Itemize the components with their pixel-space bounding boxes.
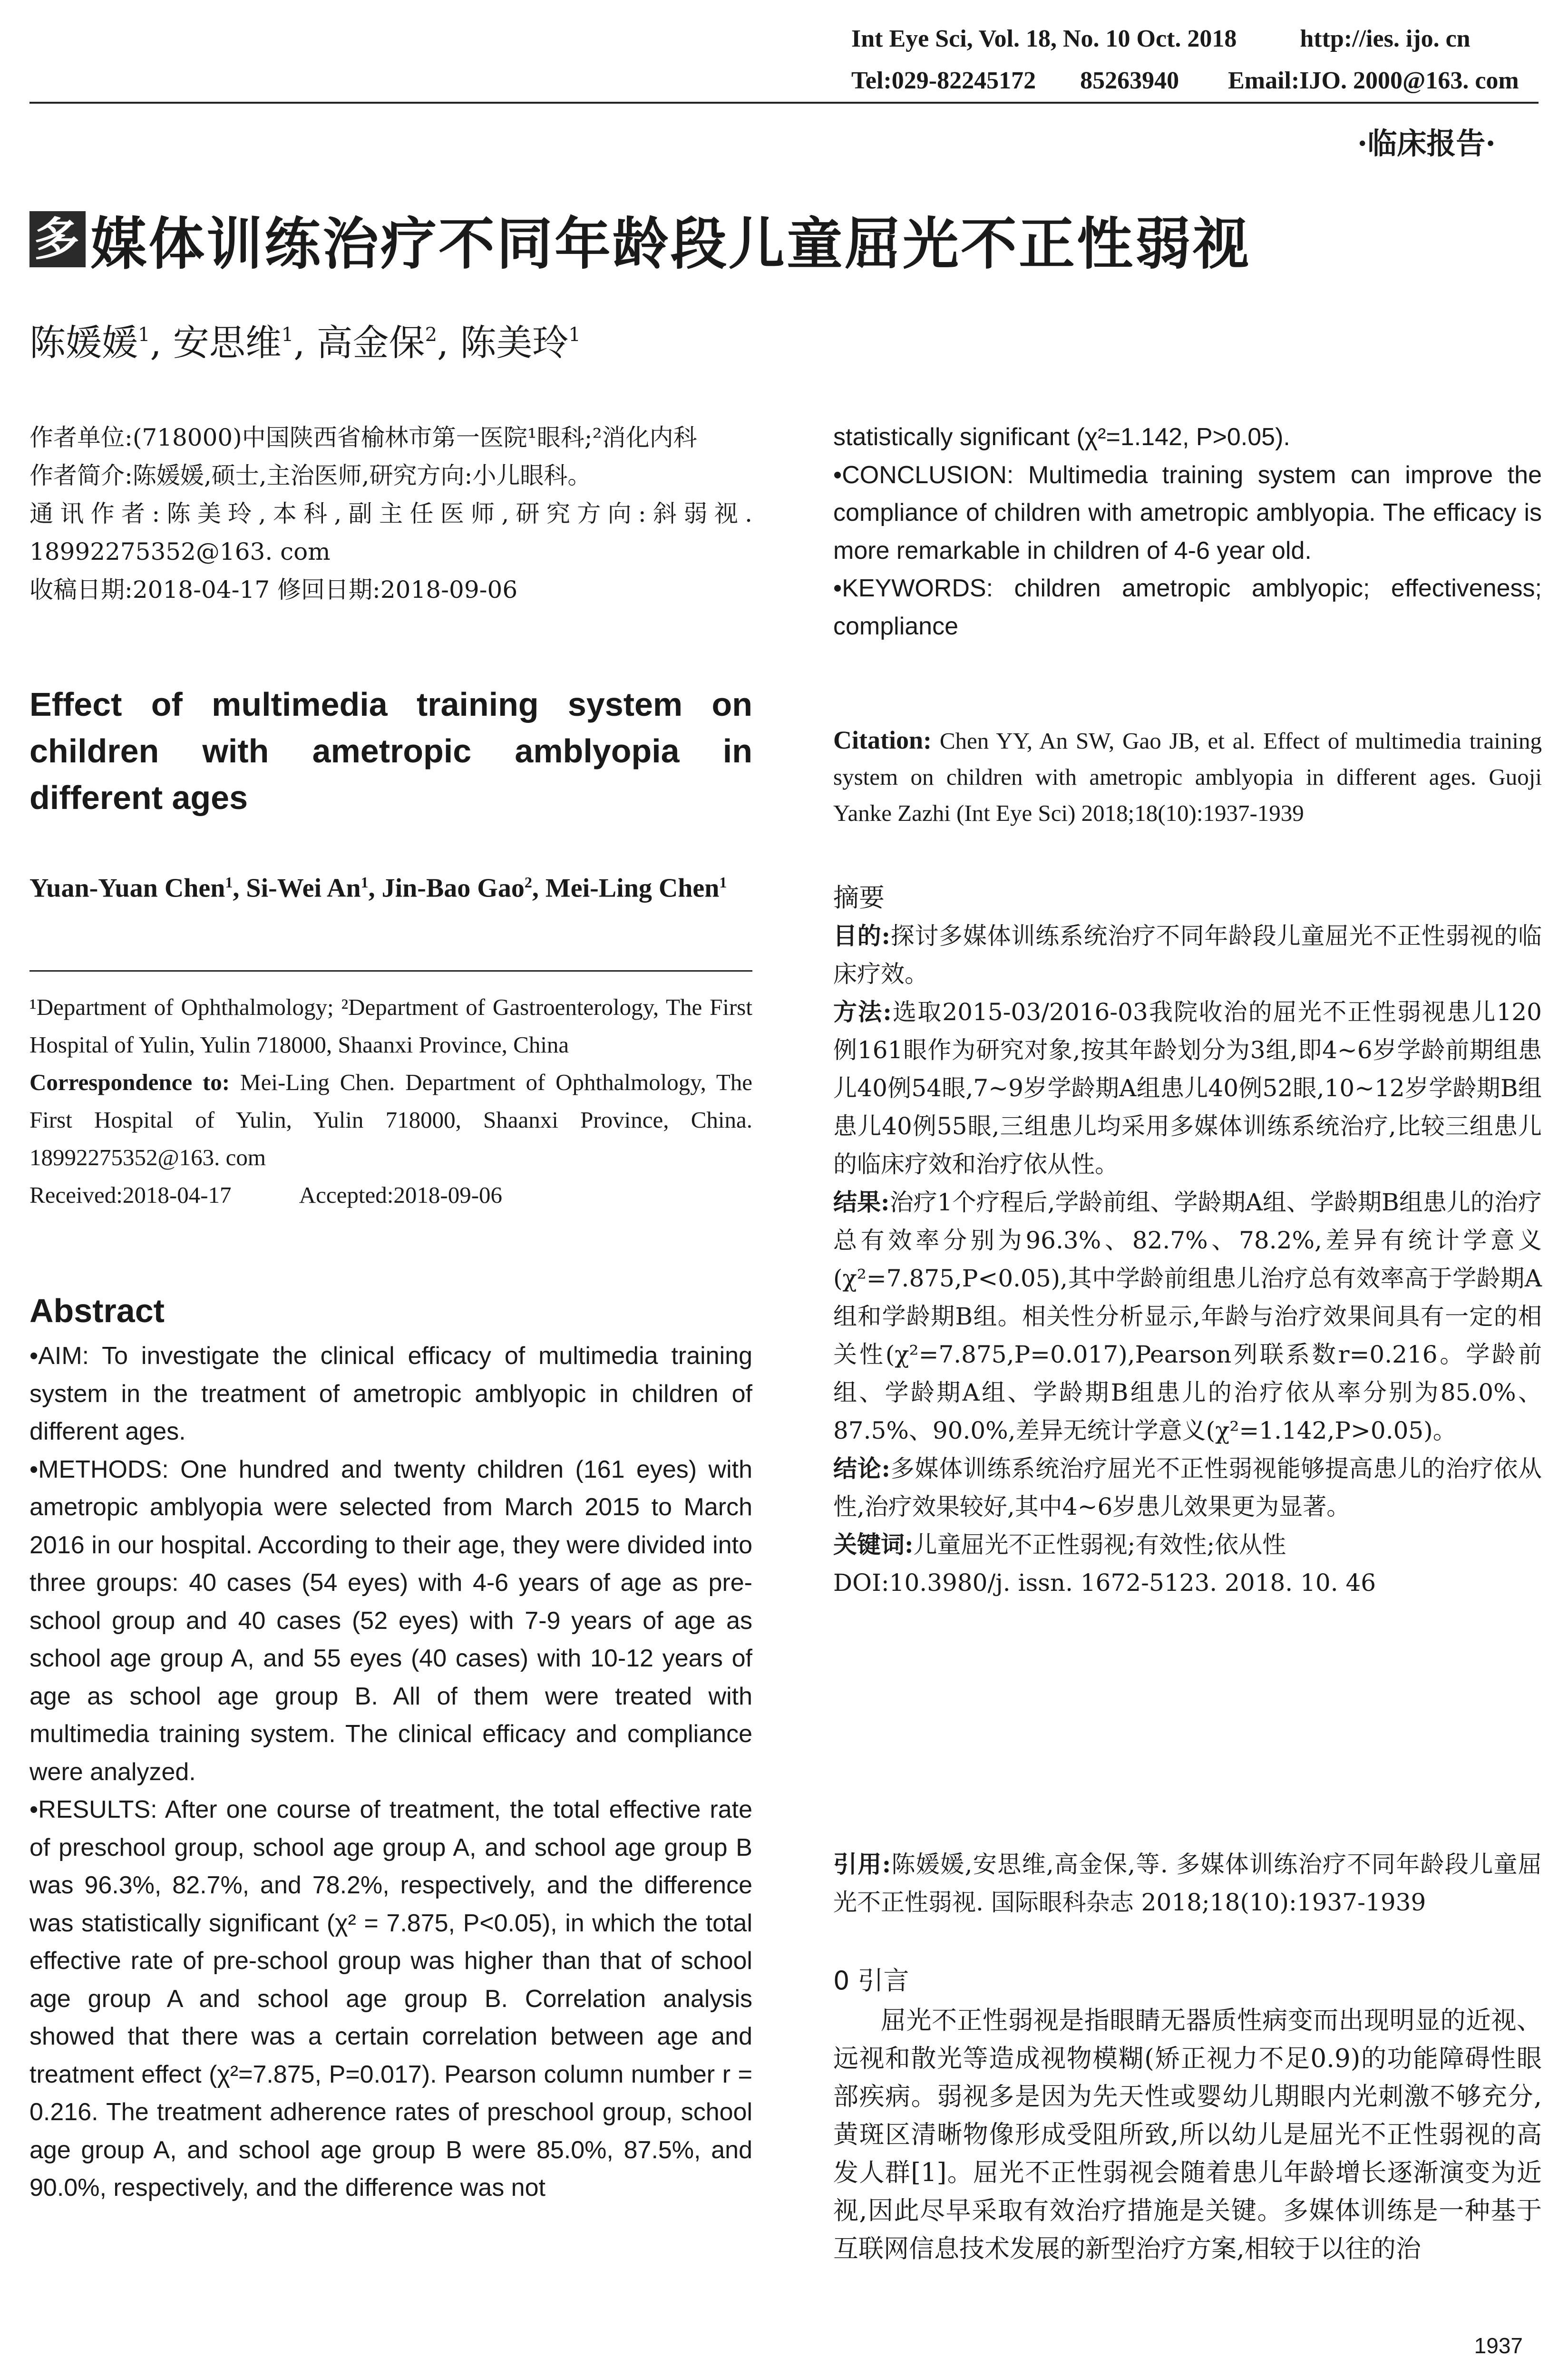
journal-tel: Tel:029-82245172 bbox=[851, 67, 1036, 94]
author-divider bbox=[29, 970, 752, 972]
affil-line: 作者单位:(718000)中国陕西省榆林市第一医院¹眼科;²消化内科 bbox=[29, 424, 697, 451]
zh-citation-text: 陈媛媛,安思维,高金保,等. 多媒体训练治疗不同年龄段儿童屈光不正性弱视. 国际眼科杂志 2018;18(10):1937-1939 bbox=[833, 1851, 1542, 1916]
author-zh: 安思维 bbox=[173, 321, 282, 364]
zh-conclusion-text: 多媒体训练系统治疗屈光不正性弱视能够提高患儿的治疗依从性,治疗效果较好,其中4~6岁患儿效果更为显著。 bbox=[833, 1455, 1542, 1520]
zh-keywords bbox=[833, 1526, 1542, 1564]
authors-en: Yuan-Yuan Chen$^1$, Si-Wei An$^1$, Jin-Bao Gao$^2$, Mei-Ling Chen$^1$ bbox=[29, 873, 727, 903]
affil-en-text: ¹Department of Ophthalmology; ²Department of Gastroenterology, The First Hospital of Yulin, Yulin 718000, Shaanxi Province, China bbox=[29, 994, 752, 1058]
abstract-aim: •AIM: To investigate the clinical efficacy of multimedia training system in the treatment of ametropic amblyopic in children of different ages. bbox=[29, 1342, 752, 1445]
header-divider bbox=[29, 102, 1539, 104]
zh-conclusion bbox=[833, 1450, 1542, 1526]
journal-header-line1 bbox=[851, 25, 1471, 53]
abstract-keywords: •KEYWORDS: children ametropic amblyopic; effectiveness; compliance bbox=[833, 575, 1542, 640]
author-en: Jin-Bao Gao bbox=[381, 873, 525, 903]
author-sup: 1 bbox=[138, 324, 150, 346]
author-sup: 1 bbox=[360, 874, 369, 891]
author-sup: 1 bbox=[568, 324, 581, 346]
abstract-zh-heading: 摘要 bbox=[833, 883, 885, 913]
title-boxed-char: 多 bbox=[29, 211, 86, 267]
affil-line: 通讯作者:陈美玲,本科,副主任医师,研究方向:斜弱视. 18992275352@163. com bbox=[29, 500, 752, 565]
author-en: Si-Wei An bbox=[246, 873, 361, 903]
citation-zh-paragraph bbox=[833, 1845, 1542, 1921]
received-accepted bbox=[29, 1176, 752, 1214]
abstract-results: •RESULTS: After one course of treatment, the total effective rate of preschool group, school age group A, and school age group B was 96.3%, 82.7%, and 78.2%, respectively, and the difference was statistically significant (χ² = 7.875, P<0.05), in which the total effective rate of pre-school group was higher than that of school age group A and school age group B. Correlation analysis showed that there was a certain correlation between age and treatment effect (χ²=7.875, P=0.017). Pearson column number r = 0.216. The treatment adherence rates of preschool group, school age group A, and school age group B were 85.0%, 87.5%, and 90.0%, respectively, and the difference was not bbox=[29, 1796, 752, 2202]
affil-line: 收稿日期:2018-04-17 修回日期:2018-09-06 bbox=[29, 576, 518, 604]
introduction bbox=[833, 1962, 1542, 2268]
correspondence-text: Mei-Ling Chen. Department of Ophthalmology, The First Hospital of Yulin, Yulin 718000, Shaanxi Province, China. 18992275352@163. com bbox=[29, 1069, 753, 1170]
affiliation-zh bbox=[29, 419, 752, 609]
author-sup: 2 bbox=[524, 874, 532, 891]
abstract-conclusion: •CONCLUSION: Multimedia training system can improve the compliance of children with ametropic amblyopia. The efficacy is more remarkable in children of 4-6 year old. bbox=[833, 461, 1542, 565]
intro-text: 屈光不正性弱视是指眼睛无器质性病变而出现明显的近视、远视和散光等造成视物模糊(矫正视力不足0.9)的功能障碍性眼部疾病。弱视多是因为先天性或婴幼儿期眼内光刺激不够充分,黄斑区清晰物像形成受阻所致,所以幼儿是屈光不正性弱视的高发人群[1]。屈光不正性弱视会随着患儿年龄增长逐渐演变为近视,因此尽早采取有效治疗措施是关键。多媒体训练是一种基于互联网信息技术发展的新型治疗方案,相较于以往的治 bbox=[833, 2006, 1542, 2263]
zh-result-label: 结果: bbox=[833, 1188, 890, 1216]
author-sup: 1 bbox=[719, 874, 727, 891]
author-zh: 陈媛媛 bbox=[29, 321, 138, 364]
author-sup: 2 bbox=[425, 324, 438, 346]
section-tag: ·临床报告· bbox=[1357, 126, 1496, 161]
author-sup: 1 bbox=[281, 324, 294, 346]
abstract-methods: •METHODS: One hundred and twenty children (161 eyes) with ametropic amblyopia were selected from March 2015 to March 2016 in our hospital. According to their age, they were divided into three groups: 40 cases (54 eyes) with 4-6 years of age as pre-school group and 40 cases (52 eyes) with 7-9 years of age as school age group A, and 55 eyes (40 cases) with 10-12 years of age as school age group B. All of them were treated with multimedia training system. The clinical efficacy and compliance were analyzed. bbox=[29, 1455, 752, 1786]
zh-keywords-text: 儿童屈光不正性弱视;有效性;依从性 bbox=[913, 1531, 1286, 1559]
zh-method bbox=[833, 993, 1542, 1183]
abstract-heading: Abstract bbox=[29, 1292, 165, 1329]
affil-line: 作者简介:陈媛媛,硕士,主治医师,研究方向:小儿眼科。 bbox=[29, 462, 592, 489]
zh-doi[interactable]: DOI:10.3980/j. issn. 1672-5123. 2018. 10. 46 bbox=[833, 1569, 1376, 1597]
correspondence-label: Correspondence to: bbox=[29, 1069, 230, 1095]
title-text: 媒体训练治疗不同年龄段儿童屈光不正性弱视 bbox=[90, 211, 1251, 277]
journal-tel2: 85263940 bbox=[1080, 67, 1179, 94]
citation-paragraph bbox=[833, 722, 1542, 831]
abstract-results-cont: statistically significant (χ²=1.142, P>0.05). bbox=[833, 423, 1290, 451]
journal-url[interactable]: http://ies. ijo. cn bbox=[1300, 25, 1471, 52]
received-date: Received:2018-04-17 bbox=[29, 1182, 232, 1208]
journal-header-line2 bbox=[851, 67, 1519, 95]
citation-label: Citation: bbox=[833, 726, 932, 754]
author-sup: 1 bbox=[225, 874, 233, 891]
zh-citation-label: 引用: bbox=[833, 1850, 891, 1878]
citation-zh bbox=[833, 1845, 1542, 1921]
zh-conclusion-label: 结论: bbox=[833, 1454, 890, 1482]
citation-en bbox=[833, 722, 1542, 831]
abstract-en bbox=[29, 1337, 752, 2207]
zh-result-text: 治疗1个疗程后,学龄前组、学龄期A组、学龄期B组患儿的治疗总有效率分别为96.3%、82.7%、78.2%,差异有统计学意义(χ²=7.875,P<0.05),其中学龄前组患儿治疗总有效率高于学龄期A组和学龄期B组。相关性分析显示,年龄与治疗效果间具有一定的相关性(χ²=7.875,P=0.017),Pearson列联系数r=0.216。学龄前组、学龄期A组、学龄期B组患儿的治疗依从率分别为85.0%、87.5%、90.0%,差异无统计学意义(χ²=1.142,P>0.05)。 bbox=[833, 1188, 1542, 1444]
author-en: Mei-Ling Chen bbox=[545, 873, 720, 903]
zh-method-text: 选取2015-03/2016-03我院收治的屈光不正性弱视患儿120例161眼作为研究对象,按其年龄划分为3组,即4~6岁学龄前期组患儿40例54眼,7~9岁学龄期A组患儿40例52眼,10~12岁学龄期B组患儿40例55眼,三组患儿均采用多媒体训练系统治疗,比较三组患儿的临床疗效和治疗依从性。 bbox=[833, 998, 1542, 1178]
intro-heading: 0 引言 bbox=[833, 1966, 909, 1996]
zh-goal-text: 探讨多媒体训练系统治疗不同年龄段儿童屈光不正性弱视的临床疗效。 bbox=[833, 922, 1542, 988]
zh-method-label: 方法: bbox=[833, 998, 892, 1026]
author-zh: 陈美玲 bbox=[460, 321, 569, 364]
zh-keywords-label: 关键词: bbox=[833, 1530, 914, 1559]
affiliation-en bbox=[29, 988, 752, 1214]
journal-citation: Int Eye Sci, Vol. 18, No. 10 Oct. 2018 bbox=[851, 25, 1237, 52]
abstract-en-cont bbox=[833, 419, 1542, 645]
accepted-date: Accepted:2018-09-06 bbox=[299, 1182, 503, 1208]
authors-zh: 陈媛媛$^1$, 安思维$^1$, 高金保$^2$, 陈美玲$^1$ bbox=[29, 321, 581, 364]
abstract-zh bbox=[833, 879, 1542, 1602]
journal-email[interactable]: Email:IJO. 2000@163. com bbox=[1228, 67, 1519, 94]
page-number: 1937 bbox=[1474, 2333, 1523, 2358]
zh-goal-label: 目的: bbox=[833, 922, 890, 950]
author-zh: 高金保 bbox=[316, 321, 425, 364]
citation-text: Chen YY, An SW, Gao JB, et al. Effect of multimedia training system on children with ametropic amblyopia in different ages. Guoji Yanke Zazhi (Int Eye Sci) 2018;18(10):1937-1939 bbox=[833, 728, 1542, 826]
article-title-en: Effect of multimedia training system on children with ametropic amblyopia in different ages bbox=[29, 686, 752, 816]
article-title-zh bbox=[29, 199, 1251, 280]
author-en: Yuan-Yuan Chen bbox=[29, 873, 225, 903]
zh-goal bbox=[833, 917, 1542, 993]
correspondence bbox=[29, 1063, 752, 1176]
zh-result bbox=[833, 1183, 1542, 1450]
